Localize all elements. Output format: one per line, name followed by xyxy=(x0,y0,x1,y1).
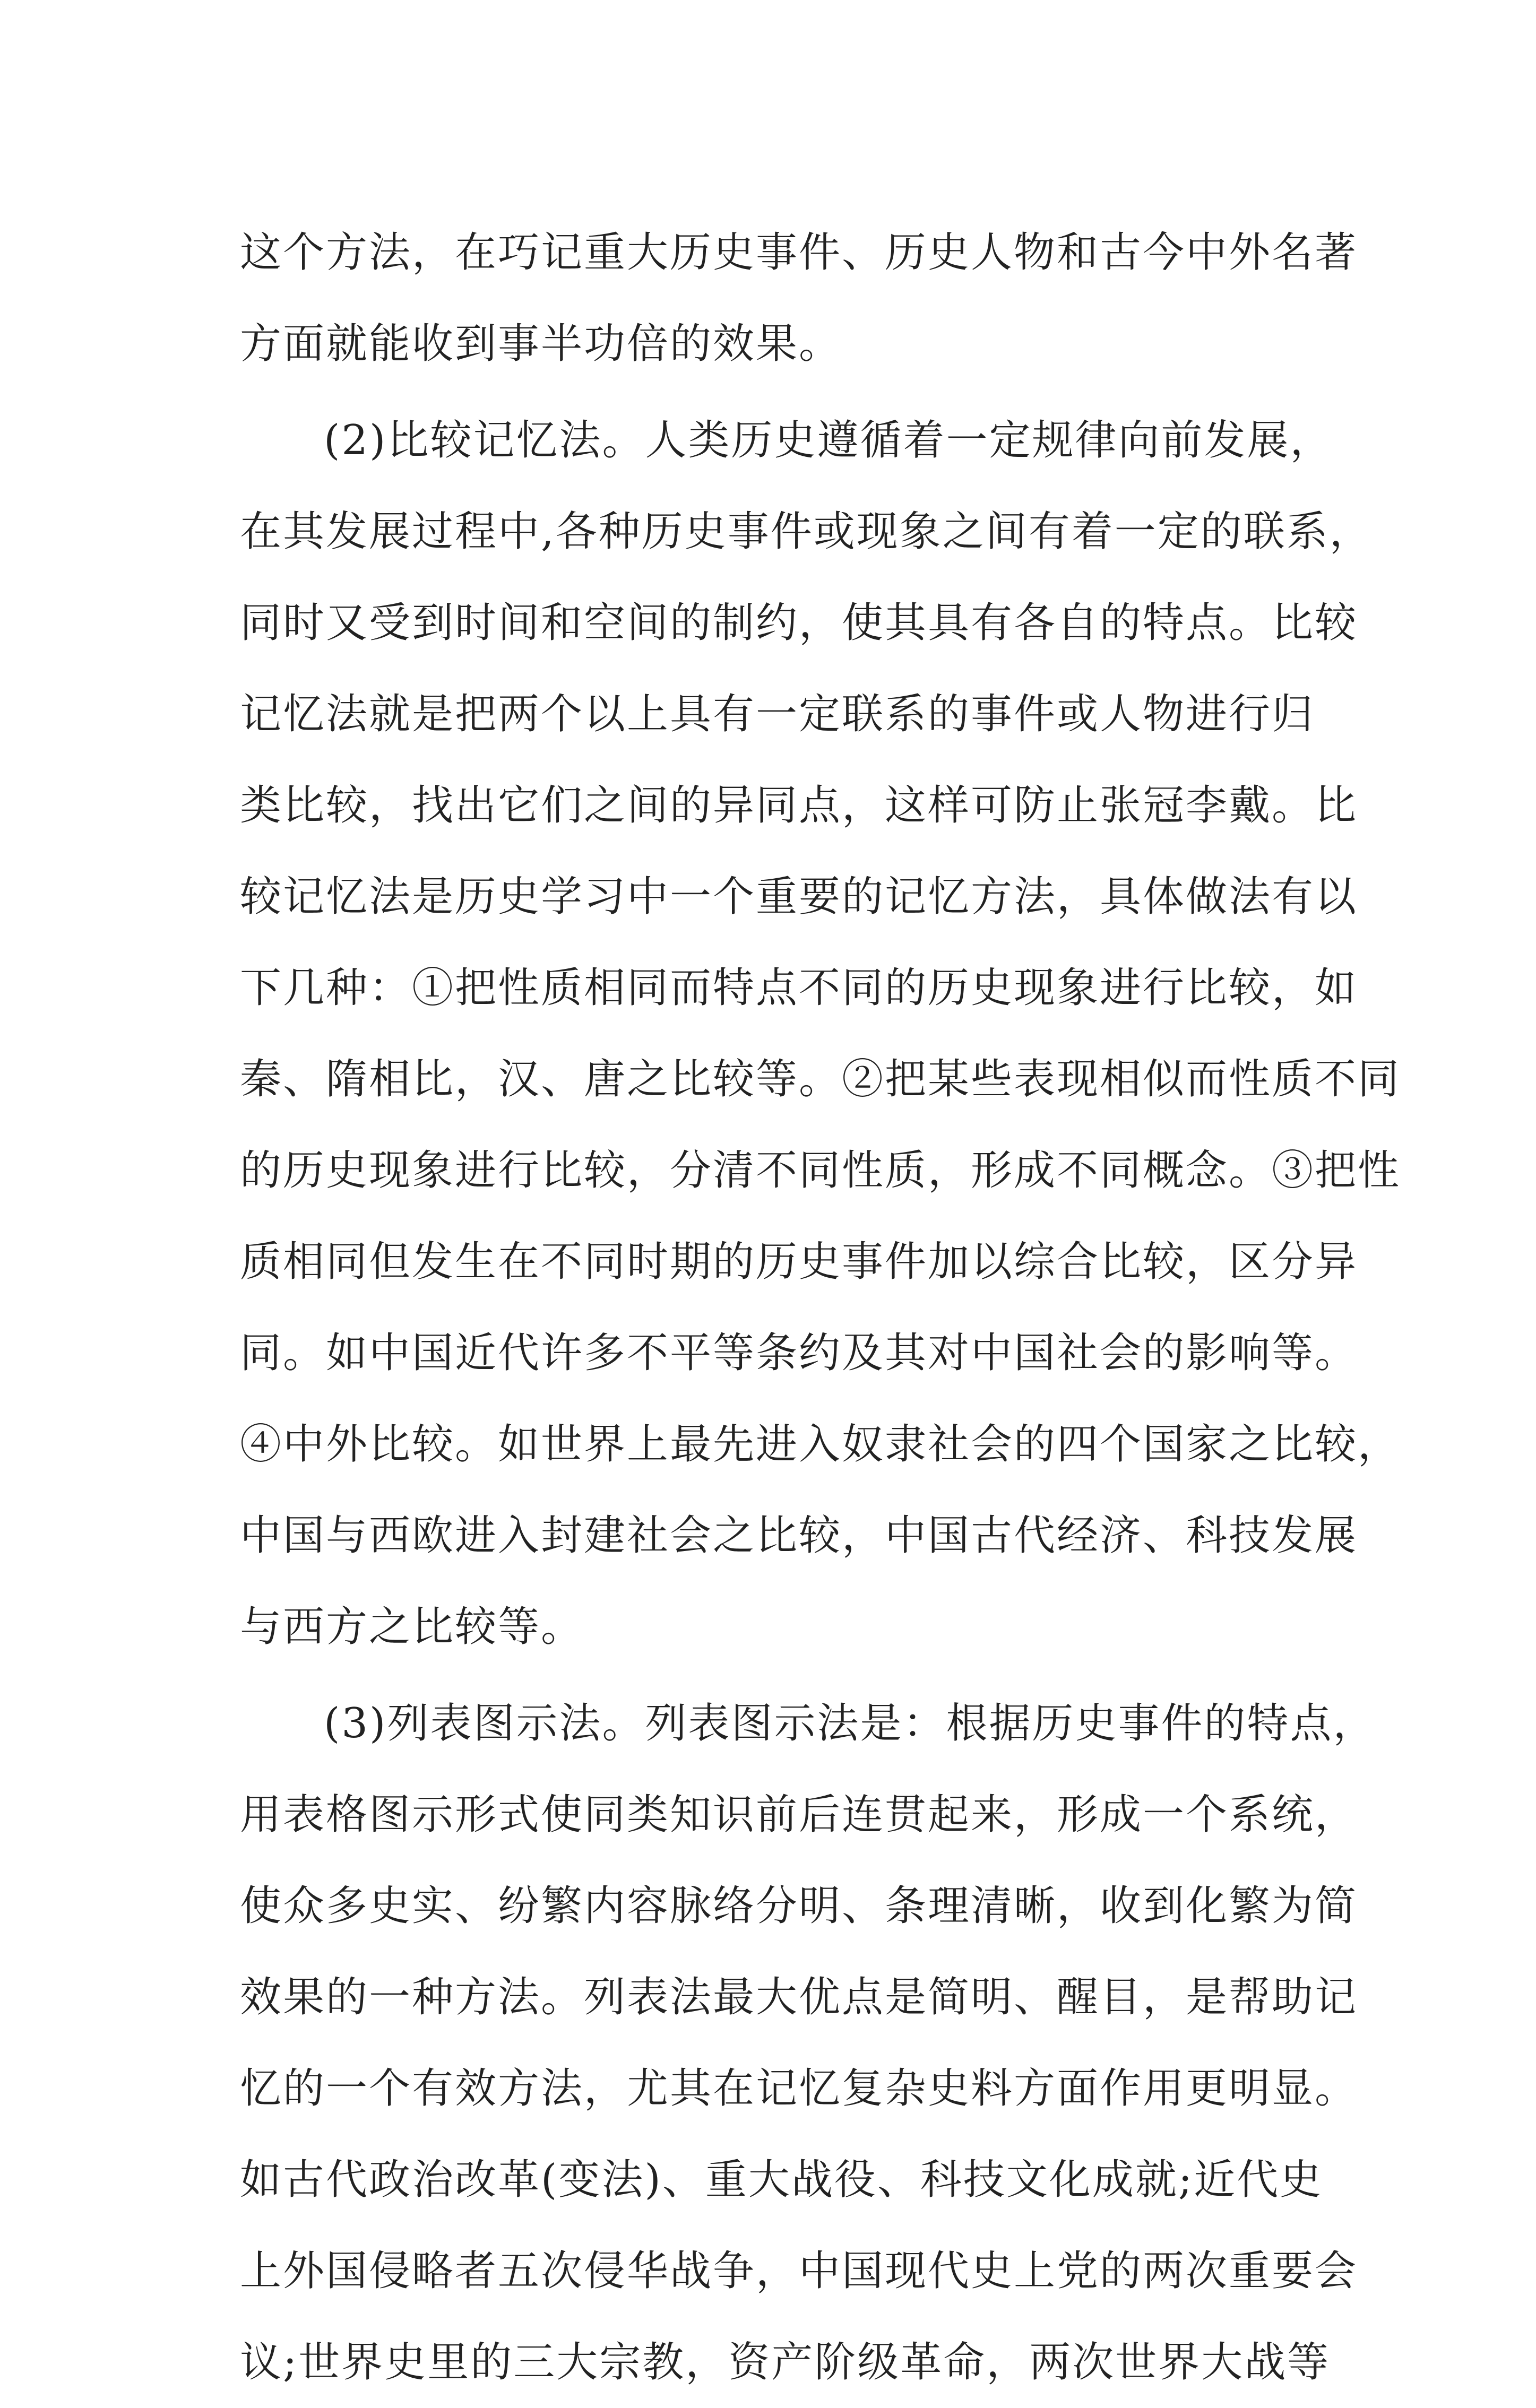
text-line: 同。如中国近代许多不平等条约及其对中国社会的影响等。 xyxy=(240,1329,1358,1377)
text-line: 质相同但发生在不同时期的历史事件加以综合比较，区分异 xyxy=(240,1238,1358,1286)
text-line: 中国与西欧进入封建社会之比较，中国古代经济、科技发展 xyxy=(240,1512,1358,1560)
text-line: 用表格图示形式使同类知识前后连贯起来，形成一个系统， xyxy=(240,1791,1358,1839)
text-line: 下几种：①把性质相同而特点不同的历史现象进行比较，如 xyxy=(240,964,1358,1012)
text-line: ④中外比较。如世界上最先进入奴隶社会的四个国家之比较， xyxy=(240,1420,1401,1468)
text-line: 与西方之比较等。 xyxy=(240,1603,584,1651)
text-line: 秦、隋相比，汉、唐之比较等。②把某些表现相似而性质不同 xyxy=(240,1055,1401,1103)
text-line: 记忆法就是把两个以上具有一定联系的事件或人物进行归 xyxy=(240,690,1315,738)
paragraph-first-line: (2)比较记忆法。人类历史遵循着一定规律向前发展， xyxy=(324,417,1333,464)
text-line: 的历史现象进行比较，分清不同性质，形成不同概念。③把性 xyxy=(240,1147,1401,1194)
text-line: 如古代政治改革(变法)、重大战役、科技文化成就;近代史 xyxy=(240,2156,1323,2204)
body-text xyxy=(240,207,1401,2408)
text-line: 上外国侵略者五次侵华战争，中国现代史上党的两次重要会 xyxy=(240,2247,1358,2295)
text-line: 方面就能收到事半功倍的效果。 xyxy=(240,320,842,368)
text-line: 忆的一个有效方法，尤其在记忆复杂史料方面作用更明显。 xyxy=(240,2065,1358,2112)
text-line: 这个方法，在巧记重大历史事件、历史人物和古今中外名著 xyxy=(240,229,1358,276)
text-line: 较记忆法是历史学习中一个重要的记忆方法，具体做法有以 xyxy=(240,873,1358,921)
text-line: 类比较，找出它们之间的异同点，这样可防止张冠李戴。比 xyxy=(240,782,1358,829)
text-line: 效果的一种方法。列表法最大优点是简明、醒目，是帮助记 xyxy=(240,1973,1358,2021)
text-line: 同时又受到时间和空间的制约，使其具有各自的特点。比较 xyxy=(240,599,1358,647)
text-line: 议;世界史里的三大宗教，资产阶级革命，两次世界大战等 xyxy=(240,2338,1331,2386)
text-line: 在其发展过程中,各种历史事件或现象之间有着一定的联系， xyxy=(240,508,1373,556)
paragraph-first-line: (3)列表图示法。列表图示法是：根据历史事件的特点， xyxy=(324,1700,1376,1747)
text-line: 使众多史实、纷繁内容脉络分明、条理清晰，收到化繁为简 xyxy=(240,1882,1358,1930)
